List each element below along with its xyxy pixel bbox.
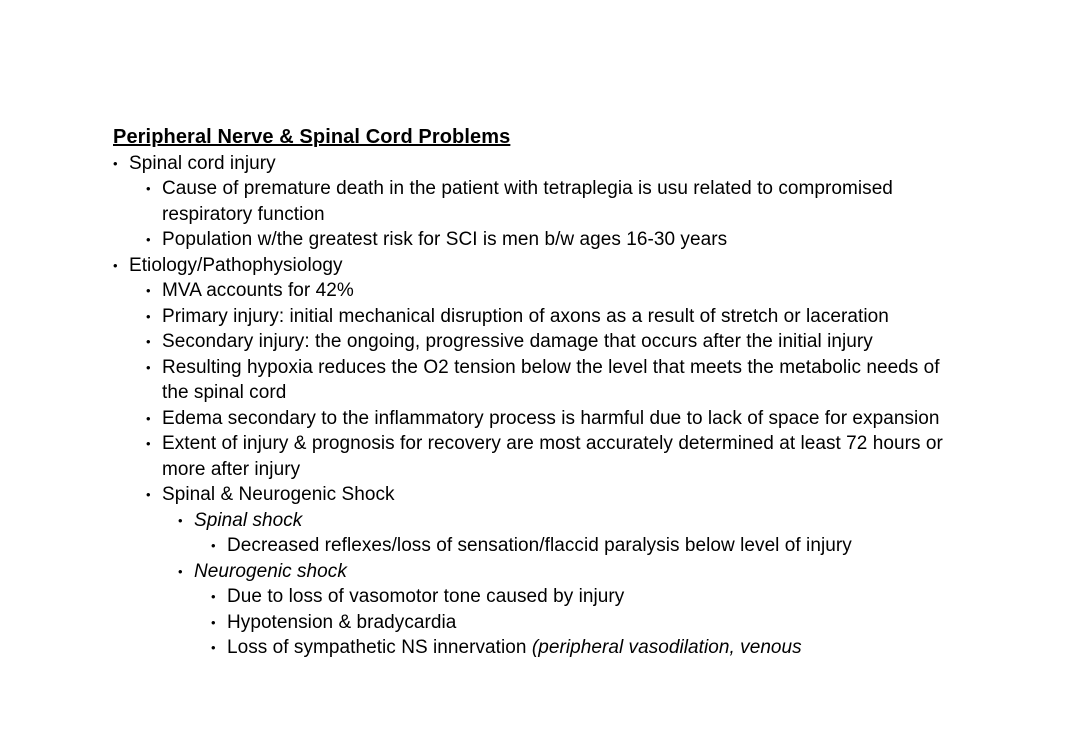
bullet-icon: •	[146, 359, 151, 375]
bullet-icon: •	[146, 308, 151, 324]
list-item-text: Edema secondary to the inflammatory process is harmful due to lack of space for expansion	[162, 407, 940, 429]
list-item	[146, 176, 963, 227]
list-item-text: Population w/the greatest risk for SCI is men b/w ages 16-30 years	[162, 229, 728, 250]
list-item	[146, 406, 963, 432]
bullet-icon: •	[146, 181, 151, 196]
list-item	[178, 559, 963, 585]
bullet-icon: •	[146, 410, 151, 426]
list-item-text: MVA accounts for 42%	[162, 280, 354, 301]
list-item-text: Hypotension & bradycardia	[227, 611, 457, 633]
list-item	[211, 635, 963, 661]
list-item	[113, 253, 963, 279]
list-item-text: Cause of premature death in the patient with tetraplegia is usu related to compromised respiratory function	[162, 178, 893, 225]
list-item	[211, 533, 963, 559]
bullet-icon: •	[146, 283, 151, 298]
bullet-icon: •	[113, 155, 118, 171]
list-item-text: Secondary injury: the ongoing, progressive damage that occurs after the initial injury	[162, 331, 873, 352]
list-item	[146, 355, 963, 406]
list-item	[146, 278, 963, 304]
list-item-text: Due to loss of vasomotor tone caused by injury	[227, 586, 625, 607]
notes-page	[113, 125, 963, 661]
bullet-icon: •	[146, 334, 151, 349]
list-item-text-italic: (peripheral vasodilation, venous	[531, 637, 802, 658]
list-item-text: Spinal & Neurogenic Shock	[162, 484, 395, 505]
list-item-text-italic: Spinal shock	[194, 509, 303, 531]
list-item-text: Decreased reflexes/loss of sensation/flaccid paralysis below level of injury	[227, 535, 852, 556]
bullet-icon: •	[211, 589, 216, 604]
list-item	[113, 151, 963, 177]
bullet-icon: •	[178, 512, 183, 528]
bullet-icon: •	[146, 487, 151, 502]
bullet-icon: •	[211, 614, 216, 630]
bullet-icon: •	[146, 232, 151, 247]
list-item-text: Spinal cord injury	[129, 152, 276, 174]
bullet-icon: •	[178, 563, 183, 579]
list-item	[146, 329, 963, 355]
list-item-text-italic: Neurogenic shock	[194, 560, 347, 582]
list-item	[146, 482, 963, 508]
bullet-icon: •	[146, 436, 151, 451]
list-item	[211, 584, 963, 610]
bullet-icon: •	[211, 640, 216, 655]
list-item-text: Extent of injury & prognosis for recovery are most accurately determined at least 72 hours or more after injury	[162, 433, 943, 480]
bullet-icon: •	[113, 257, 118, 273]
list-item	[178, 508, 963, 534]
list-item	[211, 610, 963, 636]
list-item	[146, 431, 963, 482]
list-item-text: Etiology/Pathophysiology	[129, 254, 343, 276]
list-item-text: Primary injury: initial mechanical disruption of axons as a result of stretch or laceration	[162, 305, 889, 327]
list-item	[146, 304, 963, 330]
page-title: Peripheral Nerve & Spinal Cord Problems	[113, 126, 511, 148]
bullet-icon: •	[211, 538, 216, 553]
list-item-text: Loss of sympathetic NS innervation	[227, 637, 532, 658]
list-item-text: Resulting hypoxia reduces the O2 tension below the level that meets the metabolic needs of the spinal cord	[162, 356, 940, 403]
list-item	[146, 227, 963, 253]
